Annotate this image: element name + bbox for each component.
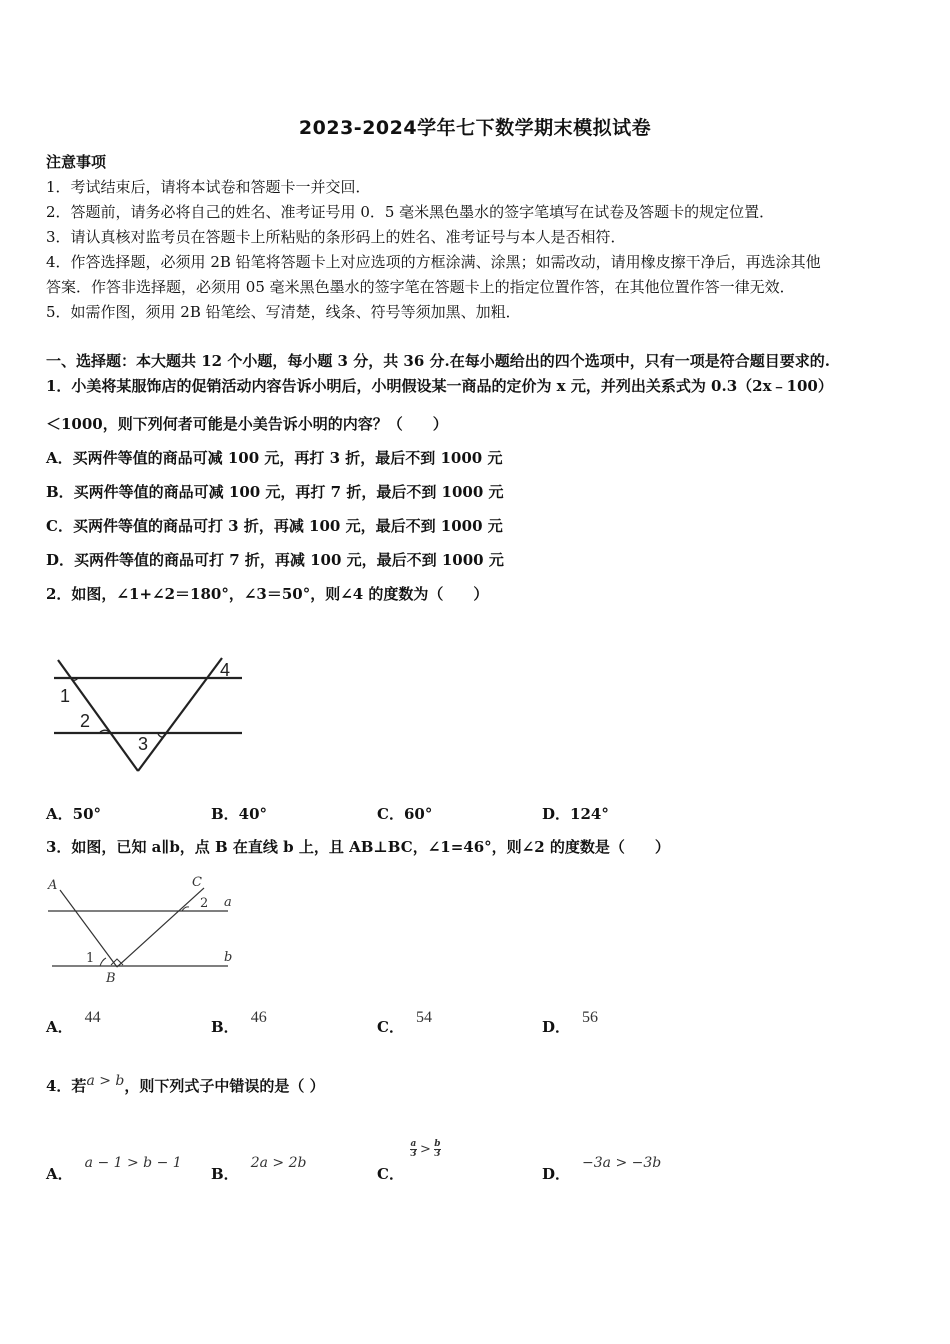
q4-option-b-expr: 2a > 2b (250, 1155, 307, 1171)
q3-label-b-point: B (106, 971, 116, 986)
q3-label-2: 2 (200, 896, 209, 911)
q1-option-c[interactable]: C．买两件等值的商品可打 3 折，再减 100 元，最后不到 1000 元 (46, 517, 503, 535)
q1-stem-line1: 1．小美将某服饰店的促销活动内容告诉小明后，小明假设某一商品的定价为 x 元，并列出关系式为 0.3（2x﹣100） (46, 377, 833, 395)
q3-label-1: 1 (86, 951, 95, 966)
q3-option-a-letter: A． (46, 1018, 73, 1036)
q3-label-line-a: a (224, 895, 232, 910)
q2-label-1: 1 (60, 686, 71, 706)
q4-option-c-frac-right: $\frac{b}{3}$ (434, 1138, 441, 1159)
q4-option-b[interactable] (211, 1155, 307, 1184)
q1-stem-line2: ＜1000，则下列何者可能是小美告诉小明的内容？（ ） (46, 415, 448, 433)
q2-option-d[interactable]: D．124° (542, 805, 609, 823)
q4-option-d[interactable] (542, 1155, 662, 1184)
q2-label-3: 3 (138, 734, 149, 754)
q4-stem-suffix: ，则下列式子中错误的是（ ） (124, 1077, 325, 1095)
q2-option-a[interactable]: A．50° (46, 805, 102, 823)
q3-option-c[interactable] (377, 1009, 432, 1037)
notice-item: 3．请认真核对监考员在答题卡上所粘贴的条形码上的姓名、准考证号与本人是否相符． (46, 228, 626, 246)
section-heading: 一、选择题：本大题共 12 个小题，每小题 3 分，共 36 分.在每小题给出的四个选项中，只有一项是符合题目要求的. (46, 352, 830, 370)
q4-option-c-letter: C． (377, 1165, 404, 1183)
page-title: 2023-2024学年七下数学期末模拟试卷 (298, 117, 652, 139)
q3-label-a-point: A (48, 878, 58, 893)
q1-option-b[interactable]: B．买两件等值的商品可减 100 元，再打 7 折，最后不到 1000 元 (46, 483, 504, 501)
q2-option-b[interactable]: B．40° (211, 805, 268, 823)
q3-option-a-value: 44 (84, 1009, 101, 1026)
q3-option-d[interactable] (542, 1009, 599, 1037)
q4-stem (46, 1075, 325, 1096)
q4-option-a-expr: a − 1 > b − 1 (84, 1155, 182, 1171)
q2-label-2: 2 (80, 711, 91, 731)
q4-option-c[interactable] (377, 1138, 441, 1185)
notice-heading: 注意事项 (46, 153, 107, 171)
q4-option-a-letter: A． (46, 1165, 73, 1183)
q3-figure (40, 870, 240, 990)
notice-item: 答案．作答非选择题，必须用 05 毫米黑色墨水的签字笔在答题卡上的指定位置作答，在其他位置作答一律无效． (46, 278, 795, 296)
notice-item: 5．如需作图，须用 2B 铅笔绘、写清楚，线条、符号等须加黑、加粗． (46, 303, 521, 321)
notice-item: 1．考试结束后，请将本试卷和答题卡一并交回． (46, 178, 371, 196)
q4-stem-prefix: 4．若 (46, 1077, 87, 1095)
q3-option-d-value: 56 (582, 1009, 599, 1026)
q3-option-b-letter: B． (211, 1018, 239, 1036)
q4-option-c-expr (410, 1139, 441, 1157)
q2-label-4: 4 (220, 660, 231, 680)
notice-item: 2．答题前，请务必将自己的姓名、准考证号用 0．5 毫米黑色墨水的签字笔填写在试卷及答题卡的规定位置． (46, 203, 775, 221)
q3-option-c-value: 54 (415, 1009, 432, 1026)
q1-option-d[interactable]: D．买两件等值的商品可打 7 折，再减 100 元，最后不到 1000 元 (46, 551, 504, 569)
q2-option-c[interactable]: C．60° (377, 805, 433, 823)
q4-stem-math: a > b (86, 1073, 125, 1089)
q3-option-b[interactable] (211, 1009, 267, 1037)
q4-option-c-op: > (419, 1142, 431, 1157)
q2-stem: 2．如图，∠1+∠2＝180°，∠3＝50°，则∠4 的度数为（ ） (46, 585, 489, 603)
q3-label-c-point: C (192, 875, 202, 890)
q3-option-d-letter: D． (542, 1018, 571, 1036)
q3-option-a[interactable] (46, 1009, 101, 1037)
q3-stem: 3．如图，已知 a∥b，点 B 在直线 b 上，且 AB⊥BC，∠1=46°，则∠2 的度数是（ ） (46, 838, 670, 856)
q3-label-line-b: b (224, 950, 233, 965)
q2-figure (40, 650, 260, 780)
q4-option-c-frac-left: $\frac{a}{3}$ (410, 1138, 417, 1159)
q4-option-d-letter: D． (542, 1165, 571, 1183)
q4-option-b-letter: B． (211, 1165, 239, 1183)
notice-item: 4．作答选择题，必须用 2B 铅笔将答题卡上对应选项的方框涂满、涂黑；如需改动，请用橡皮擦干净后，再选涂其他 (46, 253, 821, 271)
q1-option-a[interactable]: A．买两件等值的商品可减 100 元，再打 3 折，最后不到 1000 元 (46, 449, 503, 467)
q3-option-c-letter: C． (377, 1018, 404, 1036)
q4-option-d-expr: −3a > −3b (582, 1155, 662, 1171)
q3-option-b-value: 46 (250, 1009, 267, 1026)
q4-option-a[interactable] (46, 1155, 182, 1184)
